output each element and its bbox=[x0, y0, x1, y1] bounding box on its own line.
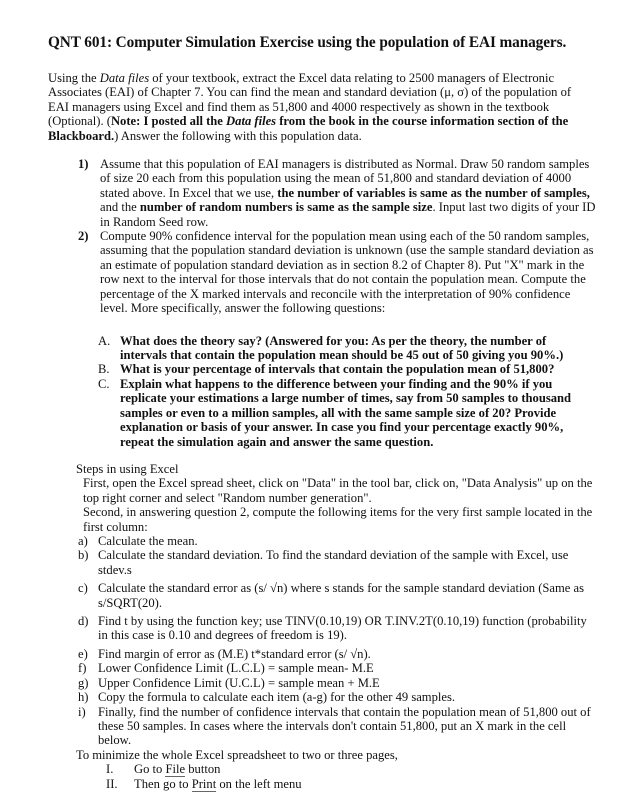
minimize-instruction: To minimize the whole Excel spreadsheet to two or three pages, bbox=[76, 747, 398, 762]
excel-steps bbox=[76, 462, 596, 791]
roman-step-1: I. Go to File button bbox=[106, 762, 221, 777]
question-number: 1) bbox=[78, 157, 89, 171]
note-text: Note: I posted all the Data files from the book in the course information section of the Blackboard. bbox=[48, 114, 569, 143]
question-text: Compute 90% confidence interval for the population mean using each of the 50 random samples, assuming that the population standard deviation is unknown (use the sample standard deviation as an estimate of population standard deviation as in section 8.2 of Chapter 8). Put "X" mark in the row next to the interval for those intervals that do not contain the population mean. Compute the percentage of the X marked intervals and reconcile with the interpretation of 90% confidence level. More specifically, answer the following questions: bbox=[100, 229, 594, 316]
step-item-i: i) Finally, find the number of confidence intervals that contain the population mean of 51,800 out of these 50 samples. In cases where the intervals don't contain 51,800, put an X mark in the cell below. bbox=[78, 704, 591, 748]
file-term: File bbox=[165, 762, 186, 777]
subquestion-c: C. Explain what happens to the difference between your finding and the 90% if you replicate your estimations a large number of times, say from 50 samples to thousand samples or even to a million samples, all with the same sample size of 20? Provide explanation or basis of your answer. In case you find your percentage exactly 90%, repeat the simulation again and answer the same question. bbox=[98, 377, 572, 449]
step-item-c: c) Calculate the standard error as (s/ √n) where s stands for the sample standard deviation (Same as s/SQRT(20). bbox=[78, 581, 585, 610]
step-item-e: e) Find margin of error as (M.E) t*standard error (s/ √n). bbox=[78, 646, 371, 661]
step-item-d: d) Find t by using the function key; use TINV(0.10,19) OR T.INV.2T(0.10,19) function (probability in this case is 0.10 and degrees of freedom is 19). bbox=[78, 614, 587, 643]
document-title: QNT 601: Computer Simulation Exercise using the population of EAI managers. bbox=[48, 34, 567, 51]
step-item-a: a) Calculate the mean. bbox=[78, 534, 198, 549]
question-2 bbox=[78, 229, 598, 315]
print-term: Print bbox=[191, 776, 217, 791]
step-item-g: g) Upper Confidence Limit (U.C.L) = sample mean + M.E bbox=[78, 675, 380, 690]
steps-second: Second, in answering question 2, compute the following items for the very first sample located in the first column: bbox=[83, 505, 593, 534]
subquestion-a: A. What does the theory say? (Answered for you: As per the theory, the number of intervals that contain the population mean should be 45 out of 50 giving you 90%.) bbox=[98, 334, 564, 363]
question-number: 2) bbox=[78, 229, 89, 243]
question-1: 1) Assume that this population of EAI managers is distributed as Normal. Draw 50 random samples of size 20 each from this population using the mean of 51,800 and standard deviation of 4000 stated above. In Excel that we use, the number of variables is same as the number of samples, and the number of random numbers is same as the sample size. Input last two digits of your ID in Random Seed row. bbox=[78, 157, 596, 229]
intro-text: of your textbook, extract the Excel data relating to 2500 managers of Electronic Associates (EAI) of Chapter 7. You can find the mean and standard deviation (μ, σ) of the population of EAI managers using Excel and find them as 51,800 and 4000 respectively as shown in the textbook (Optional). ( bbox=[48, 71, 572, 129]
steps-heading: Steps in using Excel bbox=[76, 462, 179, 476]
roman-step-2: II. Then go to Print on the left menu bbox=[106, 776, 302, 791]
step-item-f: f) Lower Confidence Limit (L.C.L) = sample mean- M.E bbox=[78, 661, 374, 676]
step-item-h: h) Copy the formula to calculate each item (a-g) for the other 49 samples. bbox=[78, 690, 456, 705]
intro-paragraph bbox=[48, 71, 588, 143]
intro-text: Using the bbox=[48, 71, 100, 85]
step-item-b: b) Calculate the standard deviation. To find the standard deviation of the sample with Excel, use stdev.s bbox=[78, 548, 569, 577]
data-files-term: Data files bbox=[99, 71, 150, 85]
subquestion-b: B. What is your percentage of intervals that contain the population mean of 51,800? bbox=[98, 362, 555, 376]
intro-text: ) Answer the following with this population data. bbox=[114, 128, 362, 143]
steps-first: First, open the Excel spread sheet, click on "Data" in the tool bar, click on, "Data Analysis" up on the top right corner and select "Random number generation". bbox=[83, 476, 593, 505]
